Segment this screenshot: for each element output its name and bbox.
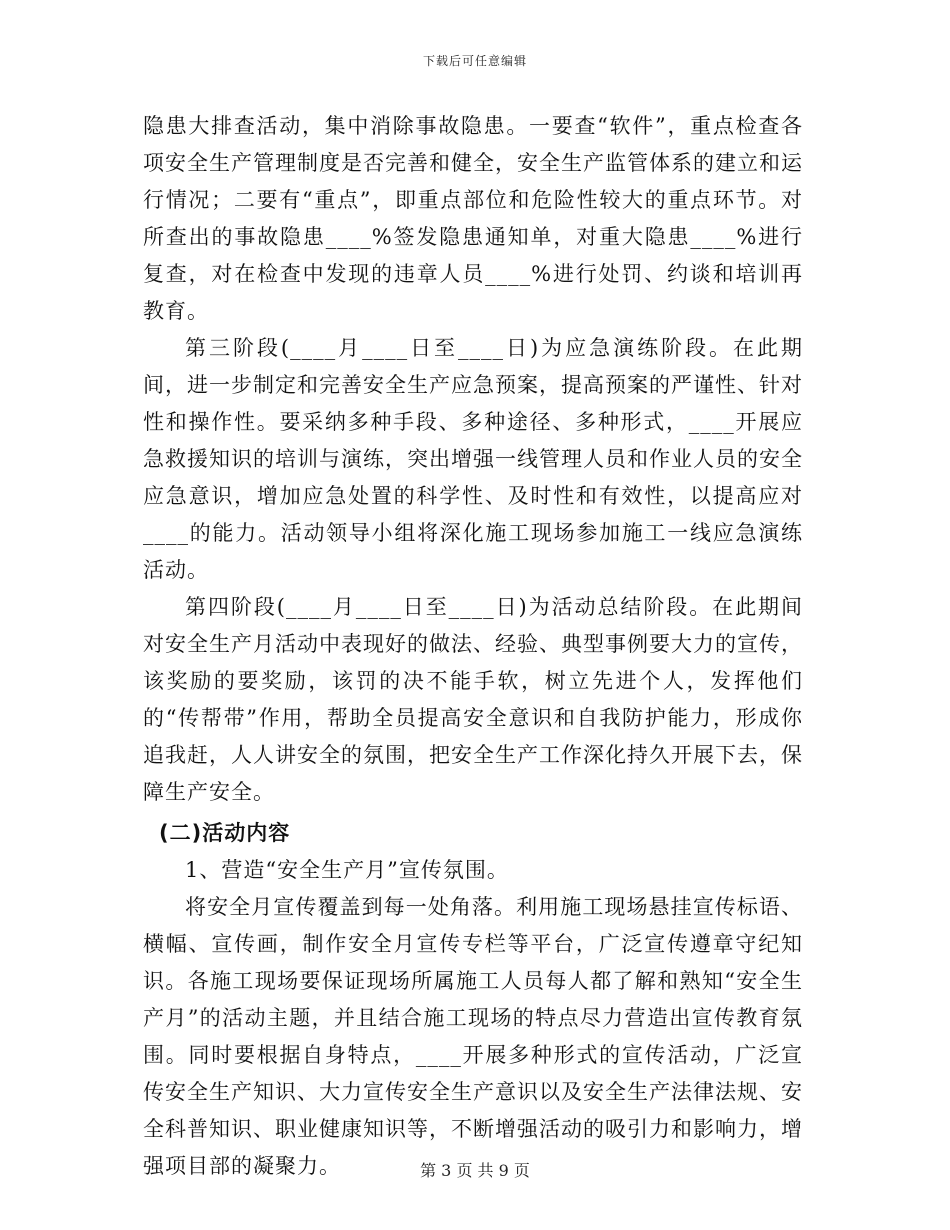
list-item-publicity: 1、营造“安全生产月”宣传氛围。 — [185, 858, 509, 882]
document-body — [143, 108, 803, 1185]
paragraph-publicity-details: 将安全月宣传覆盖到每一处角落。利用施工现场悬挂宣传标语、横幅、宣传画，制作安全月宣传专栏等平台，广泛宣传遵章守纪知识。各施工现场要保证现场所属施工人员每人都了解和熟知“安全生产月”的活动主题，并且结合施工现场的特点尽力营造出宣传教育氛围。同时要根据自身特点，____开展多种形式的宣传活动，广泛宣传安全生产知识、大力宣传安全生产意识以及安全生产法律法规、安全科普知识、职业健康知识等，不断增强活动的吸引力和影响力，增强项目部的凝聚力。 — [143, 895, 803, 1178]
paragraph-stage-three: 第三阶段(____月____日至____日)为应急演练阶段。在此期间，进一步制定和完善安全生产应急预案，提高预案的严谨性、针对性和操作性。要采纳多种手段、多种途径、多种形式，____开展应急救援知识的培训与演练，突出增强一线管理人员和作业人员的安全应急意识，增加应急处置的科学性、及时性和有效性，以提高应对____的能力。活动领导小组将深化施工现场参加施工一线应急演练活动。 — [143, 336, 803, 582]
paragraph-hazard-inspection: 隐患大排查活动，集中消除事故隐患。一要查“软件”，重点检查各项安全生产管理制度是否完善和健全，安全生产监管体系的建立和运行情况；二要有“重点”，即重点部位和危险性较大的重点环节。对所查出的事故隐患____%签发隐患通知单，对重大隐患____%进行复查，对在检查中发现的违章人员____%进行处罚、约谈和培训再教育。 — [143, 114, 803, 323]
page-header: 下载后可任意编辑 — [422, 54, 527, 68]
paragraph-stage-four: 第四阶段(____月____日至____日)为活动总结阶段。在此期间对安全生产月活动中表现好的做法、经验、典型事例要大力的宣传，该奖励的要奖励，该罚的决不能手软，树立先进个人，发挥他们的“传帮带”作用，帮助全员提高安全意识和自我防护能力，形成你追我赶，人人讲安全的氛围，把安全生产工作深化持久开展下去，保障生产安全。 — [143, 595, 803, 804]
section-heading-activity-content: (二)活动内容 — [159, 821, 291, 845]
page-number: 第 3 页 共 9 页 — [420, 1161, 530, 1180]
